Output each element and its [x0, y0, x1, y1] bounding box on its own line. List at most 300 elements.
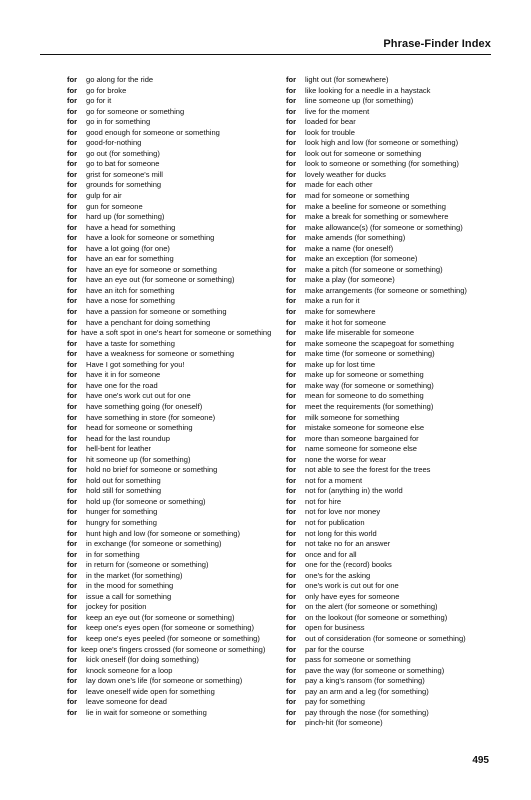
page-header: [0, 0, 531, 58]
entry-headword: for: [286, 707, 297, 717]
entry-phrase: mean for someone to do something: [305, 391, 424, 401]
index-entry: [286, 117, 506, 128]
entry-phrase: pass for someone or something: [305, 655, 411, 665]
entry-headword: for: [286, 138, 297, 148]
index-entry: [67, 476, 287, 487]
entry-headword: for: [286, 507, 297, 517]
entry-phrase: hold still for something: [86, 486, 162, 496]
entry-headword: for: [67, 697, 78, 707]
index-entry: [286, 434, 506, 445]
index-entry: [286, 159, 506, 170]
entry-headword: for: [67, 169, 78, 179]
index-entry: [286, 307, 506, 318]
entry-phrase: gun for someone: [86, 201, 143, 211]
index-entry: [286, 560, 506, 571]
entry-phrase: make someone the scapegoat for something: [305, 338, 454, 348]
index-entry: [286, 86, 506, 97]
index-entry: [67, 581, 287, 592]
entry-headword: for: [286, 212, 297, 222]
entry-phrase: not for (anything in) the world: [305, 486, 403, 496]
index-entry: [67, 159, 287, 170]
index-entry: [286, 265, 506, 276]
entry-headword: for: [67, 349, 78, 359]
entry-headword: for: [286, 96, 297, 106]
entry-phrase: hell-bent for leather: [86, 444, 152, 454]
index-entry: [286, 275, 506, 286]
entry-phrase: lovely weather for ducks: [305, 169, 386, 179]
entry-phrase: grounds for something: [86, 180, 162, 190]
entry-phrase: have an ear for something: [86, 254, 174, 264]
entry-phrase: head for the last roundup: [86, 433, 170, 443]
index-entry: [286, 286, 506, 297]
index-entry: [286, 718, 506, 729]
entry-phrase: not for publication: [305, 517, 365, 527]
entry-phrase: kick oneself (for doing something): [86, 655, 199, 665]
entry-headword: for: [286, 633, 297, 643]
index-entry: [286, 444, 506, 455]
entry-headword: for: [286, 349, 297, 359]
left-column: [67, 75, 287, 718]
entry-headword: for: [67, 707, 78, 717]
index-entry: [286, 370, 506, 381]
entry-phrase: make a break for something or somewhere: [305, 212, 449, 222]
entry-headword: for: [286, 159, 297, 169]
entry-headword: for: [286, 296, 297, 306]
index-entry: [67, 634, 287, 645]
index-entry: [67, 687, 287, 698]
index-entry: [67, 529, 287, 540]
index-entry: [67, 539, 287, 550]
entry-phrase: gulp for air: [86, 191, 122, 201]
entry-phrase: make allowance(s) (for someone or something): [305, 222, 463, 232]
entry-headword: for: [67, 686, 78, 696]
index-entry: [286, 402, 506, 413]
entry-phrase: hunt high and low (for someone or something): [86, 528, 240, 538]
entry-phrase: hold up (for someone or something): [86, 496, 206, 506]
index-entry: [286, 339, 506, 350]
index-entry: [67, 613, 287, 624]
entry-phrase: go out (for something): [86, 148, 160, 158]
entry-phrase: only have eyes for someone: [305, 591, 400, 601]
index-entry: [286, 191, 506, 202]
page-number: 495: [472, 755, 489, 766]
entry-headword: for: [67, 359, 78, 369]
entry-headword: for: [67, 222, 78, 232]
entry-headword: for: [286, 401, 297, 411]
entry-headword: for: [67, 317, 78, 327]
entry-phrase: look out for someone or something: [305, 148, 422, 158]
index-entry: [67, 244, 287, 255]
entry-headword: for: [286, 591, 297, 601]
entry-headword: for: [286, 117, 297, 127]
index-entry: [286, 602, 506, 613]
index-entry: [67, 602, 287, 613]
entry-phrase: have a head for something: [86, 222, 176, 232]
entry-phrase: in for something: [86, 549, 140, 559]
index-entry: [286, 529, 506, 540]
index-entry: [67, 117, 287, 128]
entry-headword: for: [67, 496, 78, 506]
entry-phrase: hard up (for something): [86, 212, 165, 222]
entry-phrase: Have I got something for you!: [86, 359, 185, 369]
index-entry: [67, 86, 287, 97]
entry-headword: for: [67, 454, 78, 464]
entry-phrase: grist for someone's mill: [86, 169, 163, 179]
entry-phrase: keep one's fingers crossed (for someone or something): [81, 644, 266, 654]
entry-phrase: lie in wait for someone or something: [86, 707, 207, 717]
index-entry: [67, 560, 287, 571]
entry-headword: for: [67, 328, 78, 338]
entry-phrase: keep one's eyes open (for someone or something): [86, 623, 254, 633]
entry-headword: for: [67, 560, 78, 570]
entry-headword: for: [286, 697, 297, 707]
entry-phrase: hold no brief for someone or something: [86, 465, 218, 475]
entry-phrase: look high and low (for someone or something): [305, 138, 459, 148]
entry-phrase: have an itch for something: [86, 285, 175, 295]
index-entry: [67, 202, 287, 213]
entry-headword: for: [67, 623, 78, 633]
index-entry: [67, 444, 287, 455]
index-entry: [67, 149, 287, 160]
entry-phrase: line someone up (for something): [305, 96, 414, 106]
index-entry: [286, 349, 506, 360]
entry-phrase: pay a king's ransom (for something): [305, 676, 425, 686]
index-entry: [286, 486, 506, 497]
entry-phrase: look for trouble: [305, 127, 355, 137]
entry-headword: for: [286, 380, 297, 390]
entry-phrase: loaded for bear: [305, 117, 356, 127]
index-entry: [67, 138, 287, 149]
index-entry: [67, 339, 287, 350]
index-entry: [67, 265, 287, 276]
entry-phrase: pave the way (for someone or something): [305, 665, 445, 675]
entry-headword: for: [67, 433, 78, 443]
entry-headword: for: [286, 370, 297, 380]
entry-phrase: good enough for someone or something: [86, 127, 220, 137]
entry-headword: for: [67, 581, 78, 591]
entry-headword: for: [67, 106, 78, 116]
entry-headword: for: [67, 338, 78, 348]
index-entry: [67, 381, 287, 392]
entry-headword: for: [67, 117, 78, 127]
entry-phrase: go to bat for someone: [86, 159, 160, 169]
index-entry: [67, 592, 287, 603]
entry-headword: for: [286, 570, 297, 580]
index-entry: [67, 328, 292, 339]
entry-phrase: make way (for someone or something): [305, 380, 434, 390]
entry-phrase: have a nose for something: [86, 296, 175, 306]
entry-phrase: keep an eye out (for someone or something): [86, 612, 235, 622]
index-entry: [286, 233, 506, 244]
index-entry: [286, 202, 506, 213]
index-entry: [286, 423, 506, 434]
entry-phrase: in the market (for something): [86, 570, 183, 580]
entry-phrase: leave oneself wide open for something: [86, 686, 215, 696]
entry-phrase: lay down one's life (for someone or something): [86, 676, 243, 686]
entry-phrase: make up for someone or something: [305, 370, 424, 380]
entry-phrase: have an eye out (for someone or something): [86, 275, 235, 285]
entry-headword: for: [67, 602, 78, 612]
index-entry: [286, 223, 506, 234]
entry-phrase: pay through the nose (for something): [305, 707, 429, 717]
entry-phrase: have one's work cut out for one: [86, 391, 191, 401]
index-entry: [67, 296, 287, 307]
entry-headword: for: [67, 539, 78, 549]
index-entry: [286, 666, 506, 677]
index-entry: [67, 434, 287, 445]
entry-headword: for: [67, 191, 78, 201]
entry-headword: for: [286, 517, 297, 527]
entry-phrase: pay for something: [305, 697, 365, 707]
entry-phrase: made for each other: [305, 180, 373, 190]
entry-phrase: not able to see the forest for the trees: [305, 465, 431, 475]
index-entry: [286, 107, 506, 118]
index-entry: [67, 497, 287, 508]
index-entry: [286, 550, 506, 561]
entry-phrase: one for the (record) books: [305, 560, 392, 570]
index-entry: [67, 233, 287, 244]
index-entry: [67, 318, 287, 329]
right-column: [286, 75, 506, 729]
index-entry: [67, 465, 287, 476]
index-entry: [67, 307, 287, 318]
index-entry: [67, 75, 287, 86]
entry-headword: for: [286, 444, 297, 454]
entry-headword: for: [286, 264, 297, 274]
entry-headword: for: [67, 212, 78, 222]
entry-phrase: none the worse for wear: [305, 454, 386, 464]
index-entry: [67, 413, 287, 424]
index-entry: [67, 349, 287, 360]
index-entry: [67, 623, 287, 634]
index-entry: [67, 402, 287, 413]
entry-phrase: one's work is cut out for one: [305, 581, 399, 591]
index-entry: [286, 592, 506, 603]
entry-headword: for: [286, 328, 297, 338]
entry-headword: for: [286, 243, 297, 253]
entry-phrase: not for love nor money: [305, 507, 381, 517]
entry-headword: for: [286, 539, 297, 549]
index-entry: [67, 550, 287, 561]
entry-phrase: hunger for something: [86, 507, 158, 517]
entry-headword: for: [286, 581, 297, 591]
index-entry: [286, 360, 506, 371]
entry-headword: for: [286, 454, 297, 464]
entry-headword: for: [286, 465, 297, 475]
entry-phrase: light out (for somewhere): [305, 75, 389, 84]
entry-phrase: pay an arm and a leg (for something): [305, 686, 429, 696]
entry-headword: for: [67, 391, 78, 401]
index-entry: [286, 676, 506, 687]
entry-headword: for: [286, 433, 297, 443]
entry-headword: for: [67, 549, 78, 559]
index-entry: [286, 212, 506, 223]
entry-phrase: make a beeline for someone or something: [305, 201, 446, 211]
index-entry: [286, 328, 506, 339]
entry-headword: for: [67, 370, 78, 380]
index-entry: [286, 623, 506, 634]
entry-phrase: have a passion for someone or something: [86, 307, 227, 317]
index-entry: [67, 697, 287, 708]
index-entry: [286, 687, 506, 698]
entry-headword: for: [67, 201, 78, 211]
entry-headword: for: [286, 127, 297, 137]
entry-headword: for: [286, 475, 297, 485]
entry-phrase: have a penchant for doing something: [86, 317, 211, 327]
index-entry: [286, 170, 506, 181]
entry-phrase: pinch-hit (for someone): [305, 718, 383, 728]
entry-headword: for: [67, 517, 78, 527]
entry-phrase: go for broke: [86, 85, 127, 95]
entry-headword: for: [286, 644, 297, 654]
entry-phrase: par for the course: [305, 644, 365, 654]
entry-phrase: mistake someone for someone else: [305, 423, 425, 433]
entry-headword: for: [67, 254, 78, 264]
entry-headword: for: [67, 243, 78, 253]
index-entry: [67, 486, 287, 497]
entry-headword: for: [67, 159, 78, 169]
entry-headword: for: [286, 180, 297, 190]
index-entry: [286, 96, 506, 107]
entry-phrase: make life miserable for someone: [305, 328, 415, 338]
index-entry: [286, 254, 506, 265]
entry-headword: for: [286, 549, 297, 559]
index-entry: [67, 391, 287, 402]
entry-phrase: more than someone bargained for: [305, 433, 419, 443]
entry-phrase: go for it: [86, 96, 112, 106]
entry-headword: for: [286, 338, 297, 348]
entry-headword: for: [286, 391, 297, 401]
entry-phrase: on the alert (for someone or something): [305, 602, 438, 612]
index-entry: [286, 180, 506, 191]
index-entry: [286, 391, 506, 402]
entry-phrase: have a weakness for someone or something: [86, 349, 235, 359]
entry-phrase: have it in for someone: [86, 370, 161, 380]
entry-phrase: make a play (for someone): [305, 275, 395, 285]
entry-phrase: have something going (for oneself): [86, 401, 203, 411]
index-entry: [286, 413, 506, 424]
index-entry: [67, 666, 287, 677]
entry-headword: for: [67, 507, 78, 517]
entry-phrase: make time (for someone or something): [305, 349, 435, 359]
entry-headword: for: [286, 612, 297, 622]
entry-phrase: issue a call for something: [86, 591, 172, 601]
entry-headword: for: [286, 412, 297, 422]
entry-headword: for: [67, 591, 78, 601]
entry-phrase: make it hot for someone: [305, 317, 386, 327]
entry-headword: for: [67, 644, 78, 654]
index-entry: [286, 581, 506, 592]
entry-headword: for: [286, 317, 297, 327]
index-entry: [67, 107, 287, 118]
entry-phrase: have a look for someone or something: [86, 233, 215, 243]
entry-phrase: open for business: [305, 623, 365, 633]
index-entry: [286, 318, 506, 329]
entry-headword: for: [67, 96, 78, 106]
entry-headword: for: [286, 486, 297, 496]
index-entry: [286, 539, 506, 550]
index-entry: [286, 75, 506, 86]
entry-phrase: hungry for something: [86, 517, 157, 527]
index-entry: [67, 254, 287, 265]
entry-headword: for: [67, 380, 78, 390]
entry-headword: for: [286, 496, 297, 506]
index-entry: [67, 518, 287, 529]
entry-headword: for: [286, 718, 297, 728]
entry-headword: for: [286, 423, 297, 433]
entry-headword: for: [286, 222, 297, 232]
entry-headword: for: [286, 106, 297, 116]
entry-headword: for: [286, 201, 297, 211]
index-entry: [67, 191, 287, 202]
index-entry: [286, 497, 506, 508]
index-entry: [286, 128, 506, 139]
entry-headword: for: [286, 676, 297, 686]
entry-phrase: have something in store (for someone): [86, 412, 216, 422]
entry-phrase: meet the requirements (for something): [305, 401, 434, 411]
index-entry: [286, 507, 506, 518]
entry-headword: for: [67, 665, 78, 675]
entry-headword: for: [67, 612, 78, 622]
entry-headword: for: [286, 233, 297, 243]
entry-headword: for: [67, 528, 78, 538]
index-entry: [67, 223, 287, 234]
index-entry: [67, 96, 287, 107]
entry-phrase: name someone for someone else: [305, 444, 418, 454]
entry-phrase: make a run for it: [305, 296, 360, 306]
index-entry: [286, 476, 506, 487]
entry-headword: for: [286, 560, 297, 570]
entry-headword: for: [286, 623, 297, 633]
entry-headword: for: [67, 444, 78, 454]
entry-phrase: have a taste for something: [86, 338, 175, 348]
entry-headword: for: [67, 570, 78, 580]
entry-phrase: make an exception (for someone): [305, 254, 418, 264]
index-entry: [67, 370, 287, 381]
entry-phrase: in exchange (for someone or something): [86, 539, 222, 549]
entry-headword: for: [67, 180, 78, 190]
index-entry: [67, 275, 287, 286]
entry-headword: for: [67, 275, 78, 285]
index-entry: [286, 381, 506, 392]
entry-headword: for: [67, 655, 78, 665]
entry-phrase: live for the moment: [305, 106, 370, 116]
entry-headword: for: [67, 486, 78, 496]
entry-headword: for: [67, 633, 78, 643]
entry-phrase: not for a moment: [305, 475, 363, 485]
entry-phrase: like looking for a needle in a haystack: [305, 85, 431, 95]
index-entry: [286, 645, 506, 656]
entry-phrase: have one for the road: [86, 380, 158, 390]
entry-phrase: mad for someone or something: [305, 191, 410, 201]
entry-headword: for: [286, 686, 297, 696]
entry-headword: for: [286, 285, 297, 295]
entry-phrase: not for hire: [305, 496, 342, 506]
index-entry: [67, 286, 287, 297]
entry-headword: for: [286, 307, 297, 317]
entry-headword: for: [67, 412, 78, 422]
entry-phrase: head for someone or something: [86, 423, 193, 433]
entry-headword: for: [67, 233, 78, 243]
entry-headword: for: [67, 75, 78, 84]
entry-headword: for: [67, 296, 78, 306]
entry-headword: for: [286, 191, 297, 201]
entry-phrase: knock someone for a loop: [86, 665, 173, 675]
index-entry: [286, 138, 506, 149]
index-entry: [286, 655, 506, 666]
index-entry: [67, 180, 287, 191]
entry-headword: for: [286, 169, 297, 179]
